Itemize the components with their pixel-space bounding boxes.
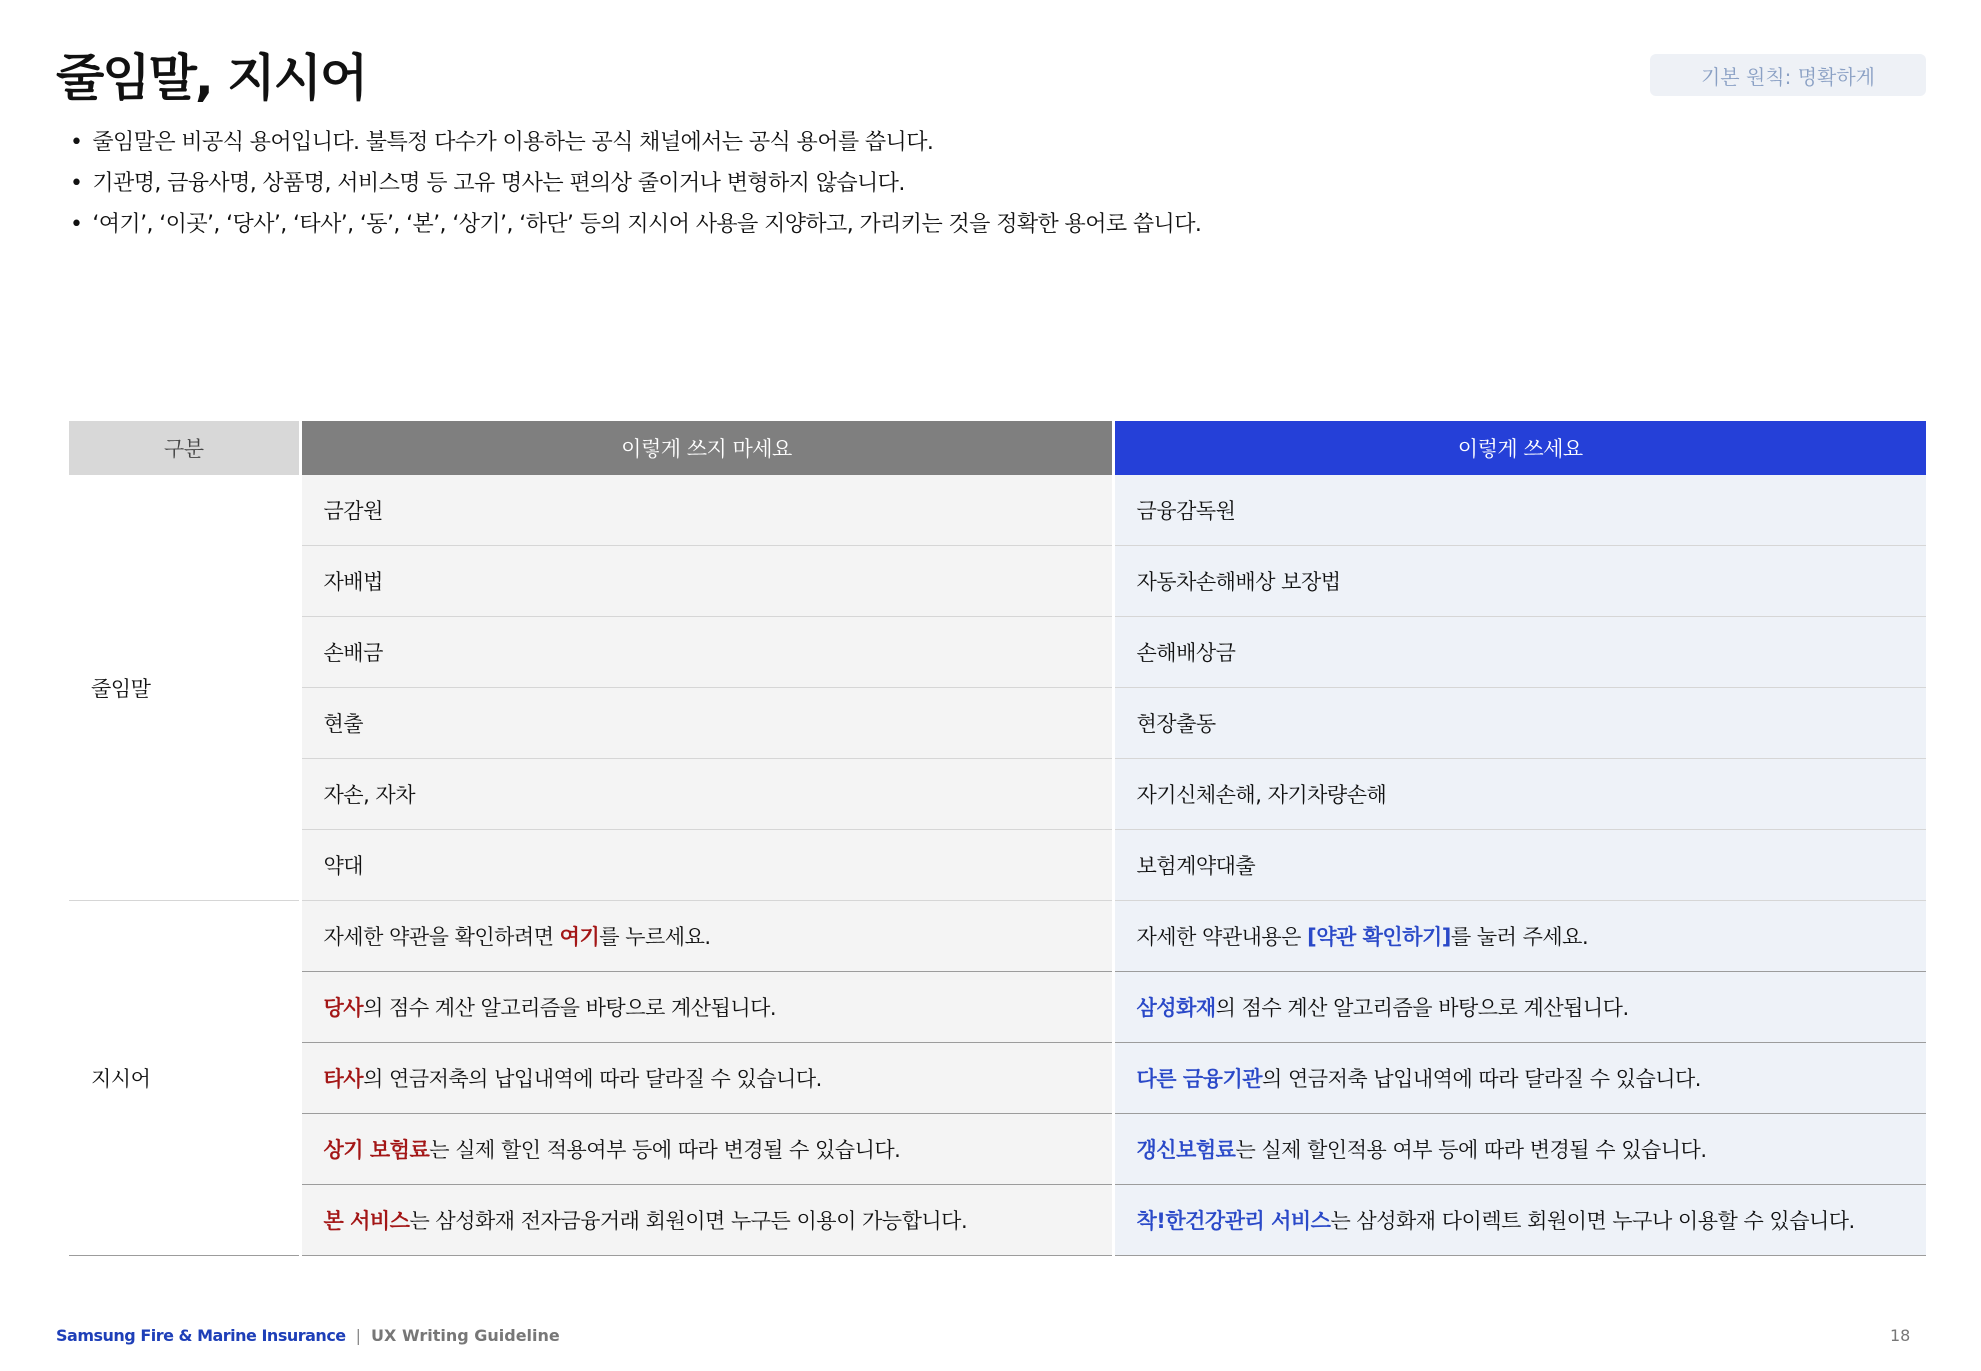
do-example-cell [1113, 1114, 1926, 1185]
example-text: 는 실제 할인 적용여부 등에 따라 변경될 수 있습니다. [429, 1138, 901, 1162]
dont-highlight-text: 타사 [323, 1067, 364, 1091]
header-do: 이렇게 쓰세요 [1113, 421, 1926, 475]
table-row [69, 1043, 1926, 1114]
example-text: 자기신체손해, 자기차량손해 [1136, 783, 1387, 807]
dont-example-cell [300, 1185, 1113, 1256]
example-text: 금감원 [323, 499, 383, 523]
example-text: 는 삼성화재 다이렉트 회원이면 누구나 이용할 수 있습니다. [1330, 1209, 1855, 1233]
table-row [69, 759, 1926, 830]
do-highlight-text: 착!한건강관리 서비스 [1136, 1209, 1331, 1233]
do-example-cell [1113, 688, 1926, 759]
dont-highlight-text: 상기 보험료 [323, 1138, 430, 1162]
dont-example-cell [300, 1114, 1113, 1185]
page-number: 18 [1890, 1326, 1911, 1345]
example-text: 의 연금저축의 납입내역에 따라 달라질 수 있습니다. [363, 1067, 822, 1091]
table-row [69, 1114, 1926, 1185]
do-example-cell [1113, 475, 1926, 546]
example-text: 현출 [323, 712, 364, 736]
table-row [69, 901, 1926, 972]
do-highlight-text: 갱신보험료 [1136, 1138, 1236, 1162]
footer-guide-title: UX Writing Guideline [371, 1326, 560, 1345]
category-cell: 지시어 [69, 901, 300, 1256]
dont-example-cell [300, 759, 1113, 830]
dont-example-cell [300, 546, 1113, 617]
footer-separator: | [355, 1326, 362, 1345]
table-row [69, 617, 1926, 688]
do-highlight-text: 삼성화재 [1136, 996, 1216, 1020]
table-row [69, 1185, 1926, 1256]
example-text: 는 실제 할인적용 여부 등에 따라 변경될 수 있습니다. [1235, 1138, 1707, 1162]
bullet-item: • ‘여기’, ‘이곳’, ‘당사’, ‘타사’, ‘동’, ‘본’, ‘상기’, ‘하단’ 등의 지시어 사용을 지양하고, 가리키는 것을 정확한 용어로 씁니다. [70, 204, 1201, 245]
example-text: 자손, 자차 [323, 783, 415, 807]
table-header-row [69, 421, 1926, 475]
do-highlight-text: 다른 금융기관 [1136, 1067, 1263, 1091]
example-text: 보험계약대출 [1136, 854, 1256, 878]
table-row [69, 972, 1926, 1043]
dont-example-cell [300, 617, 1113, 688]
header-category: 구분 [69, 421, 300, 475]
dont-example-cell [300, 688, 1113, 759]
example-text: 의 연금저축 납입내역에 따라 달라질 수 있습니다. [1262, 1067, 1701, 1091]
example-text: 의 점수 계산 알고리즘을 바탕으로 계산됩니다. [1215, 996, 1629, 1020]
do-example-cell [1113, 1043, 1926, 1114]
example-text: 는 삼성화재 전자금융거래 회원이면 누구든 이용이 가능합니다. [409, 1209, 968, 1233]
example-text: 자세한 약관내용은 [1136, 925, 1308, 949]
header-dont: 이렇게 쓰지 마세요 [300, 421, 1113, 475]
dont-highlight-text: 여기 [559, 925, 600, 949]
example-text: 의 점수 계산 알고리즘을 바탕으로 계산됩니다. [363, 996, 777, 1020]
page-title: 줄임말, 지시어 [56, 49, 367, 107]
footer [56, 1326, 560, 1345]
category-cell: 줄임말 [69, 475, 300, 901]
do-example-cell [1113, 830, 1926, 901]
table-row [69, 546, 1926, 617]
do-example-cell [1113, 1185, 1926, 1256]
principle-badge: 기본 원칙: 명확하게 [1650, 54, 1926, 96]
do-highlight-text: [약관 확인하기] [1307, 925, 1451, 949]
do-example-cell [1113, 617, 1926, 688]
example-text: 자동차손해배상 보장법 [1136, 570, 1341, 594]
guideline-bullets [70, 122, 1201, 245]
table-row [69, 688, 1926, 759]
demonstrative-group [69, 901, 1926, 1256]
example-text: 손배금 [323, 641, 383, 665]
example-text: 약대 [323, 854, 364, 878]
example-text: 자배법 [323, 570, 383, 594]
do-example-cell [1113, 901, 1926, 972]
dont-example-cell [300, 830, 1113, 901]
footer-brand: Samsung Fire & Marine Insurance [56, 1326, 346, 1345]
example-text: 를 누르세요. [599, 925, 711, 949]
example-text: 손해배상금 [1136, 641, 1236, 665]
dont-example-cell [300, 901, 1113, 972]
bullet-item: • 줄임말은 비공식 용어입니다. 불특정 다수가 이용하는 공식 채널에서는 공식 용어를 씁니다. [70, 122, 1201, 163]
example-text: 자세한 약관을 확인하려면 [323, 925, 560, 949]
comparison-table [69, 421, 1926, 1256]
dont-highlight-text: 당사 [323, 996, 364, 1020]
dont-highlight-text: 본 서비스 [323, 1209, 410, 1233]
dont-example-cell [300, 1043, 1113, 1114]
dont-example-cell [300, 972, 1113, 1043]
example-text: 현장출동 [1136, 712, 1216, 736]
example-text: 금융감독원 [1136, 499, 1236, 523]
dont-example-cell [300, 475, 1113, 546]
example-text: 를 눌러 주세요. [1450, 925, 1589, 949]
do-example-cell [1113, 546, 1926, 617]
table-row [69, 475, 1926, 546]
do-example-cell [1113, 759, 1926, 830]
bullet-item: • 기관명, 금융사명, 상품명, 서비스명 등 고유 명사는 편의상 줄이거나 변형하지 않습니다. [70, 163, 1201, 204]
abbreviation-group [69, 475, 1926, 901]
do-example-cell [1113, 972, 1926, 1043]
table-row [69, 830, 1926, 901]
